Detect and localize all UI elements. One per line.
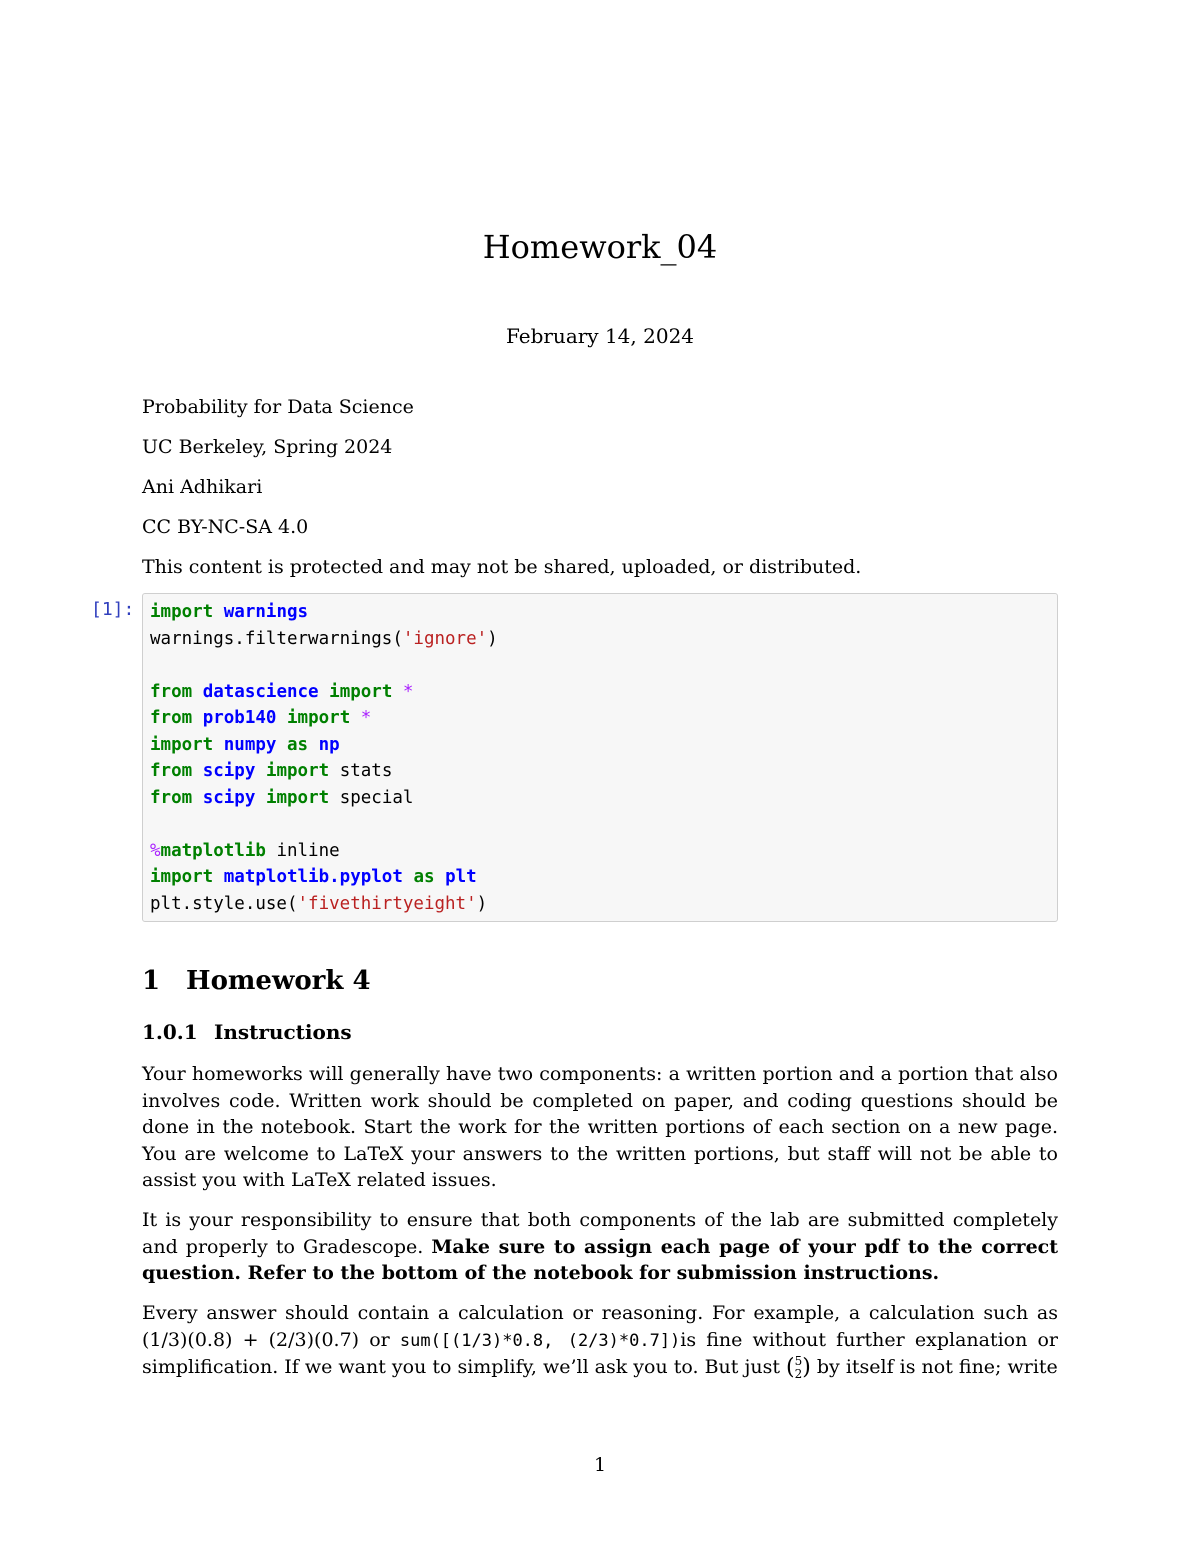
- code-token: [213, 602, 224, 622]
- code-token: [276, 708, 287, 728]
- code-token: from: [150, 787, 193, 808]
- code-token: [255, 788, 266, 808]
- code-token: [192, 708, 203, 728]
- code-token: numpy: [223, 734, 277, 755]
- code-line: [150, 679, 498, 706]
- code-token: import: [265, 787, 330, 808]
- code-token: stats: [329, 761, 393, 781]
- code-token: ): [487, 628, 498, 649]
- code-token: [276, 735, 287, 755]
- code-token: inline: [265, 840, 340, 861]
- inline-code: sum([(1/3)*0.8, (2/3)*0.7]): [399, 1330, 681, 1351]
- subsection-number: 1.0.1: [142, 1020, 198, 1044]
- code-token: scipy: [202, 761, 256, 781]
- code-line: [150, 652, 498, 679]
- code-token: from: [150, 708, 193, 728]
- cell-prompt: [1]:: [91, 599, 135, 620]
- code-line: [150, 758, 498, 785]
- latex-logo: LaTeX: [291, 1169, 351, 1191]
- code-token: import: [150, 602, 214, 622]
- code-token: matplotlib.pyplot: [223, 867, 403, 887]
- paragraph-text: It is your responsibility to ensure that both components of the lab are submitted completely and properly to Gradescope.: [142, 1209, 1058, 1258]
- code-token: %: [150, 840, 161, 861]
- code-token: from: [150, 681, 193, 702]
- paragraph-text: Every answer should contain a calculation or reasoning. For example, a calculation such as (1/3)(0.8) + (2/3)(0.7) or: [142, 1302, 1058, 1351]
- code-token: warnings: [223, 602, 309, 622]
- subsection-title: Instructions: [214, 1020, 352, 1044]
- code-line: [150, 838, 498, 865]
- license: CC BY-NC-SA 4.0: [142, 516, 309, 538]
- code-line: [150, 811, 498, 838]
- code-token: as: [287, 734, 309, 755]
- code-token: ): [476, 893, 488, 914]
- code-token: np: [318, 734, 340, 755]
- code-token: import: [329, 681, 393, 702]
- code-token: prob140: [202, 708, 277, 728]
- page-number: 1: [593, 1454, 607, 1476]
- subsection-heading: [142, 1020, 352, 1044]
- code-line: [150, 785, 498, 812]
- code-token: [435, 867, 446, 887]
- institution-term: UC Berkeley, Spring 2024: [142, 436, 393, 458]
- instructions-paragraph-1: [142, 1061, 1058, 1194]
- code-token: import: [150, 867, 214, 887]
- code-token: import: [265, 761, 330, 781]
- code-token: plt.style.use(: [150, 893, 298, 914]
- code-token: [255, 761, 266, 781]
- code-token: [192, 682, 203, 702]
- instructions-paragraph-3: [142, 1300, 1058, 1381]
- code-line: [150, 599, 498, 626]
- copyright-notice: This content is protected and may not be shared, uploaded, or distributed.: [142, 556, 862, 578]
- code-token: from: [150, 761, 193, 781]
- course-name: Probability for Data Science: [142, 396, 414, 418]
- code-line: [150, 705, 498, 732]
- latex-logo: LaTeX: [343, 1142, 404, 1165]
- section-heading: [142, 966, 371, 996]
- code-token: import: [287, 708, 351, 728]
- code-cell[interactable]: [142, 593, 1058, 922]
- code-token: [213, 867, 224, 887]
- code-block: [150, 599, 498, 917]
- code-line: [150, 891, 498, 918]
- binomial-coefficient: (5 2): [786, 1353, 811, 1381]
- code-token: [192, 788, 203, 808]
- binom-bottom: 2: [794, 1366, 803, 1381]
- code-token: *: [360, 708, 372, 728]
- code-token: [192, 761, 203, 781]
- instructions-paragraph-2: [142, 1207, 1058, 1287]
- code-token: [350, 708, 361, 728]
- code-line: [150, 864, 498, 891]
- code-token: datascience: [202, 681, 319, 702]
- code-token: [213, 735, 224, 755]
- code-line: [150, 626, 498, 653]
- document-title: Homework_04: [482, 228, 718, 266]
- paragraph-text: related issues.: [350, 1169, 497, 1191]
- author: Ani Adhikari: [142, 476, 263, 498]
- section-number: 1: [142, 966, 161, 996]
- section-title: Homework 4: [186, 966, 371, 996]
- paragraph-text: by itself is not fine; write: [810, 1356, 1058, 1378]
- code-token: plt: [445, 867, 477, 887]
- code-token: matplotlib: [160, 840, 266, 861]
- code-line: [150, 732, 498, 759]
- code-token: [319, 682, 330, 702]
- bold-instruction: Make sure to assign each page of your pdf to the correct question. Refer to the bottom of the notebook for submission instructions.: [142, 1235, 1059, 1284]
- code-token: special: [329, 787, 414, 808]
- code-token: scipy: [202, 787, 256, 808]
- code-token: 'fivethirtyeight': [297, 893, 477, 914]
- binom-top: 5: [794, 1353, 803, 1368]
- code-token: [403, 867, 414, 887]
- paragraph-text: your answers to the written portions, but staff will not be able to assist you with: [142, 1142, 1058, 1191]
- code-token: [308, 735, 319, 755]
- code-token: 'ignore': [402, 628, 488, 649]
- paragraph-text: is fine without further explanation or simplification. If we want you to simplify, we’ll ask you to. But just: [142, 1328, 1058, 1378]
- code-token: warnings.filterwarnings(: [150, 628, 403, 649]
- paragraph-text: Your homeworks will generally have two components: a written portion and a portion that also involves code. Written work should be completed on paper, and coding questions should be done in the notebook. Start the work for the written portions of each section on a new page. You are welcome to: [142, 1063, 1058, 1165]
- code-token: *: [402, 681, 414, 702]
- code-token: as: [413, 867, 435, 887]
- document-date: February 14, 2024: [505, 324, 695, 348]
- code-token: import: [150, 734, 214, 755]
- code-token: [392, 682, 403, 702]
